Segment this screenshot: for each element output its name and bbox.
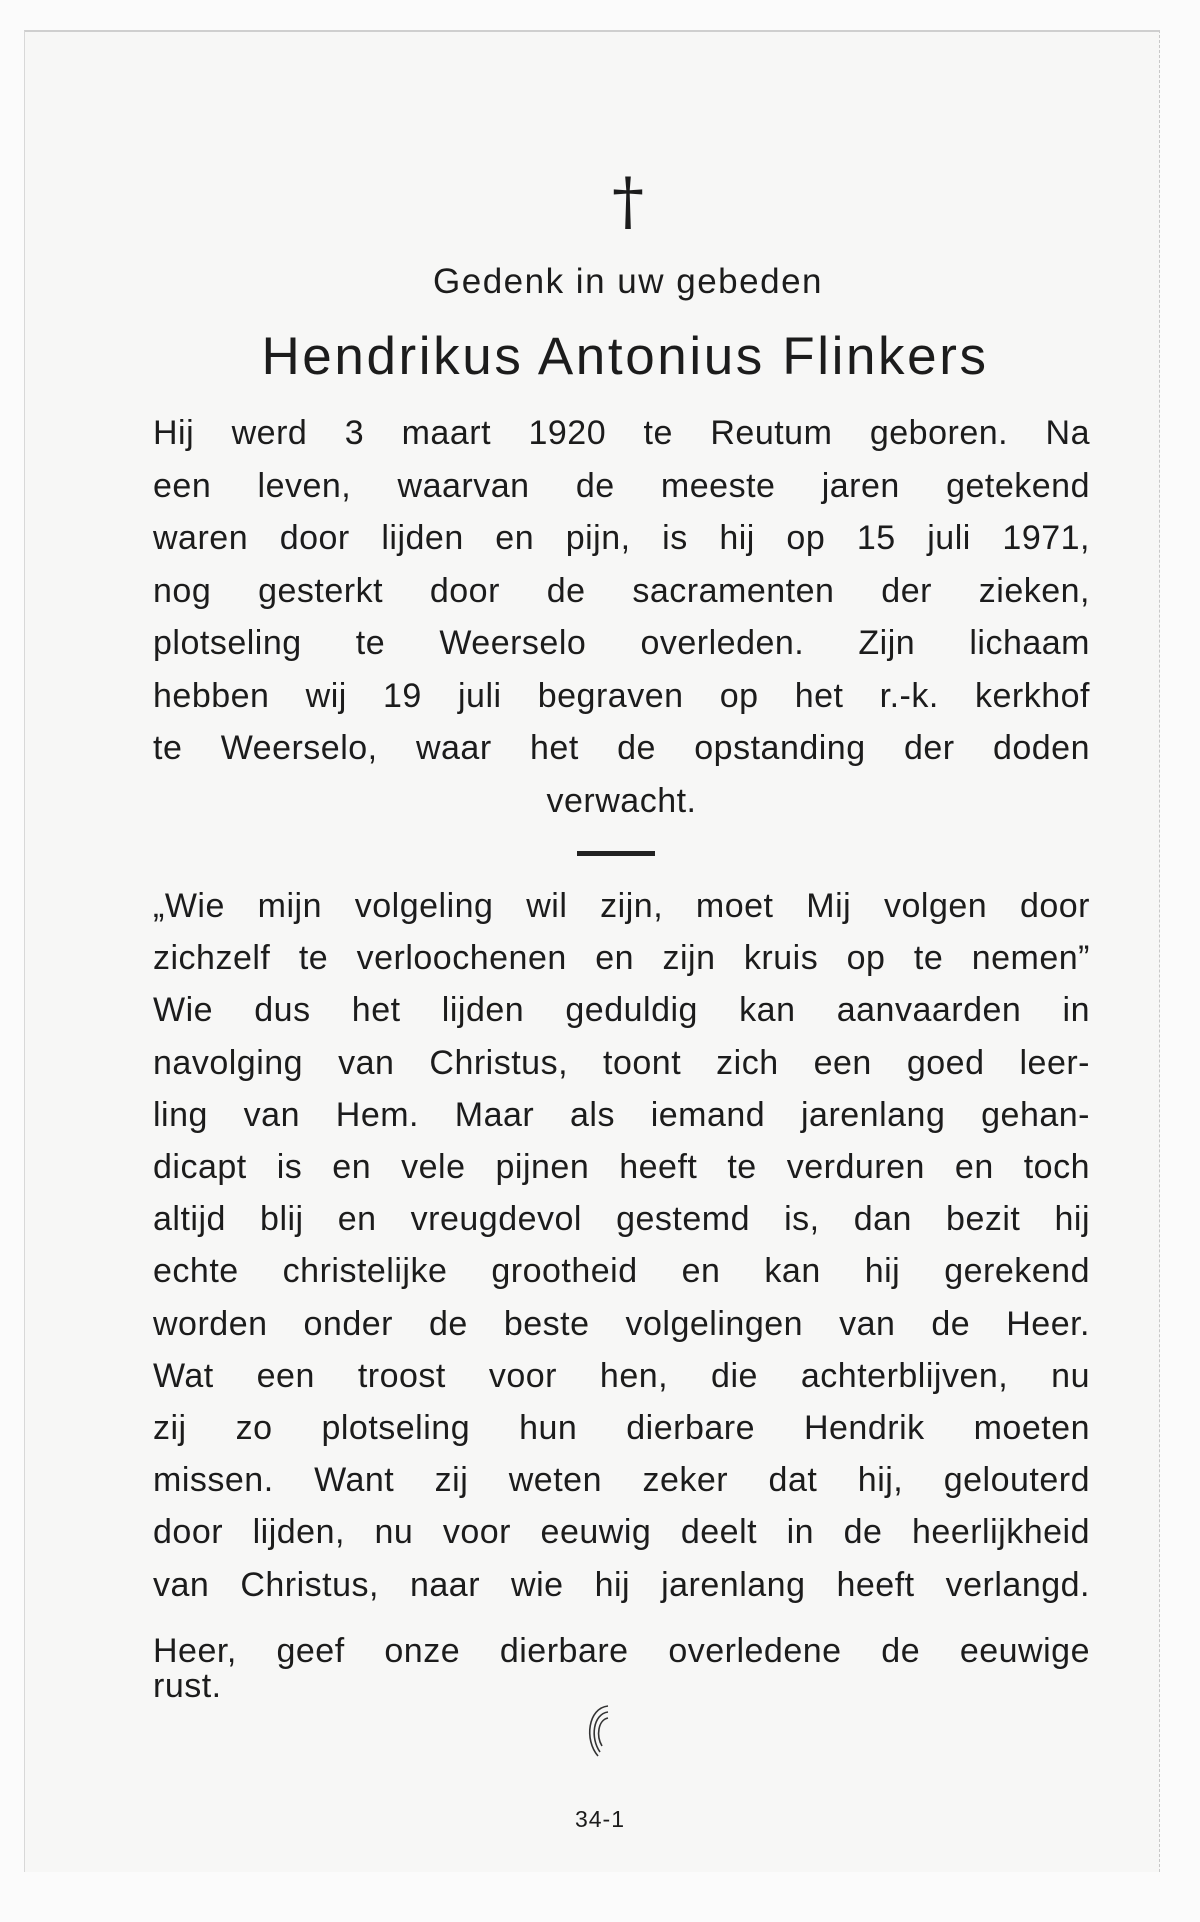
biography-line: Hij werd 3 maart 1920 te Reutum geboren. Na — [153, 414, 1090, 452]
biography-line: een leven, waarvan de meeste jaren getekend — [153, 466, 1090, 505]
prayer-line: Heer, geef onze dierbare overledene de eeuwige — [153, 1632, 1090, 1670]
biography-line: nog gesterkt door de sacramenten der zieken, — [153, 571, 1090, 610]
reflection-line: echte christelijke grootheid en kan hij gerekend — [153, 1252, 1090, 1291]
prayer-line: rust. — [153, 1667, 222, 1705]
printer-logo-icon — [580, 1700, 620, 1760]
reflection-line: „Wie mijn volgeling wil zijn, moet Mij volgen door — [153, 887, 1090, 925]
reflection-line: altijd blij en vreugdevol gestemd is, dan bezit hij — [153, 1200, 1090, 1239]
divider — [577, 851, 655, 856]
reflection-line: navolging van Christus, toont zich een goed leer- — [153, 1043, 1090, 1082]
reflection-line: dicapt is en vele pijnen heeft te verduren en toch — [153, 1148, 1090, 1186]
print-code: 34-1 — [574, 1806, 626, 1832]
biography-line: verwacht. — [546, 781, 697, 820]
intro-text: Gedenk in uw gebeden — [433, 262, 823, 301]
cross-icon: † — [612, 165, 644, 239]
reflection-line: worden onder de beste volgelingen van de Heer. — [153, 1304, 1090, 1343]
deceased-name: Hendrikus Antonius Flinkers — [261, 327, 989, 386]
reflection-line: zij zo plotseling hun dierbare Hendrik moeten — [153, 1409, 1090, 1447]
reflection-line: door lijden, nu voor eeuwig deelt in de heerlijkheid — [153, 1513, 1090, 1552]
biography-line: plotseling te Weerselo overleden. Zijn lichaam — [153, 624, 1090, 662]
biography-line: te Weerselo, waar het de opstanding der doden — [153, 729, 1090, 767]
reflection-line: zichzelf te verloochenen en zijn kruis op te nemen” — [153, 939, 1090, 978]
biography-line: waren door lijden en pijn, is hij op 15 juli 1971, — [153, 519, 1090, 557]
reflection-line: Wat een troost voor hen, die achterblijven, nu — [153, 1356, 1090, 1395]
reflection-line: van Christus, naar wie hij jarenlang heeft verlangd. — [153, 1565, 1090, 1604]
biography-line: hebben wij 19 juli begraven op het r.-k. kerkhof — [153, 676, 1090, 715]
reflection-line: missen. Want zij weten zeker dat hij, gelouterd — [153, 1461, 1090, 1500]
reflection-line: ling van Hem. Maar als iemand jarenlang gehan- — [153, 1095, 1090, 1134]
reflection-line: Wie dus het lijden geduldig kan aanvaarden in — [153, 991, 1090, 1030]
